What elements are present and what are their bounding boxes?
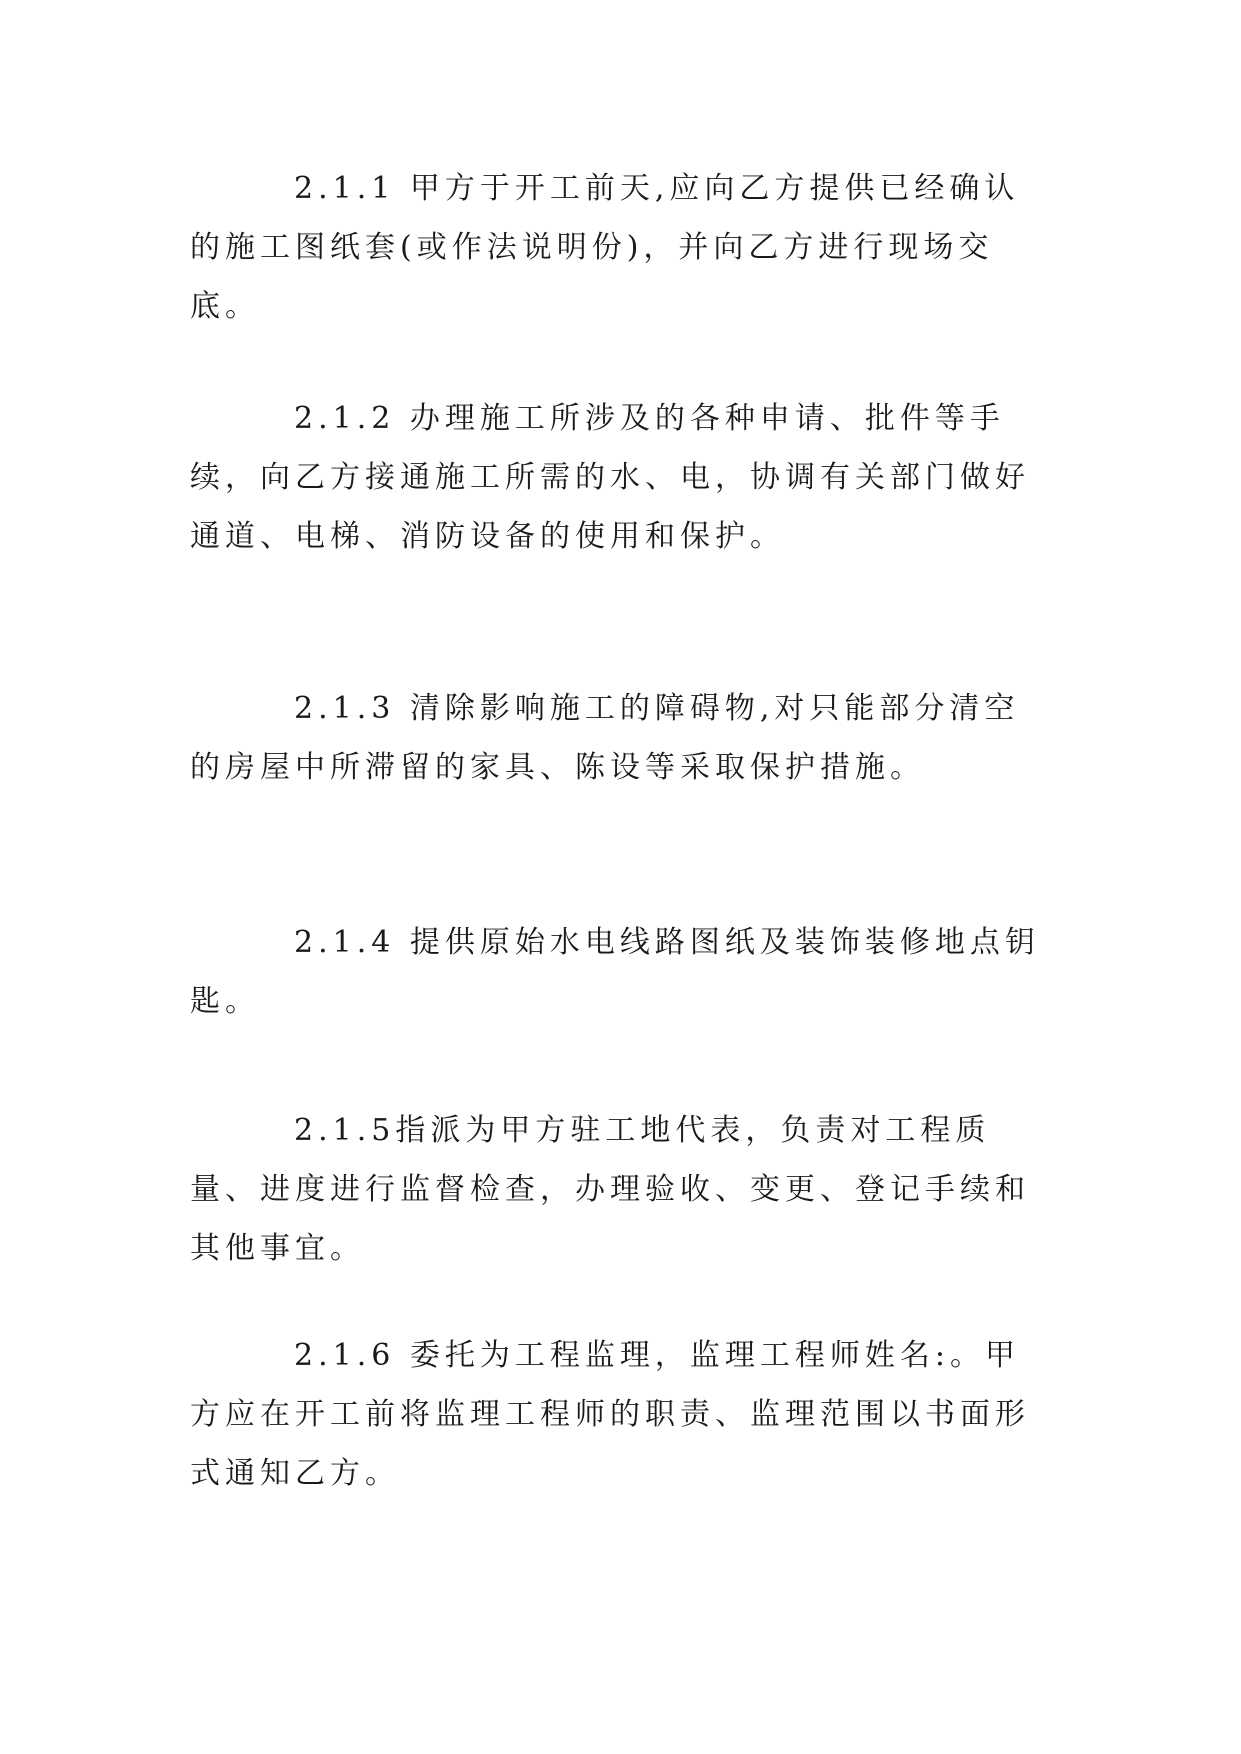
clause-2-1-4: 2.1.4 提供原始水电线路图纸及装饰装修地点钥匙。 [190, 925, 1040, 1019]
clause-2-1-2: 2.1.2 办理施工所涉及的各种申请、批件等手续，向乙方接通施工所需的水、电，协调有关部门做好通道、电梯、消防设备的使用和保护。 [190, 401, 1030, 554]
clause-2-1-1: 2.1.1 甲方于开工前天,应向乙方提供已经确认的施工图纸套(或作法说明份)，并向乙方进行现场交底。 [190, 171, 1020, 324]
clause-2-1-6: 2.1.6 委托为工程监理，监理工程师姓名:。甲方应在开工前将监理工程师的职责、监理范围以书面形式通知乙方。 [190, 1338, 1030, 1491]
clause-2-1-3: 2.1.3 清除影响施工的障碍物,对只能部分清空的房屋中所滞留的家具、陈设等采取保护措施。 [190, 691, 1020, 785]
clause-2-1-5: 2.1.5指派为甲方驻工地代表，负责对工程质量、进度进行监督检查，办理验收、变更、登记手续和其他事宜。 [190, 1113, 1030, 1266]
